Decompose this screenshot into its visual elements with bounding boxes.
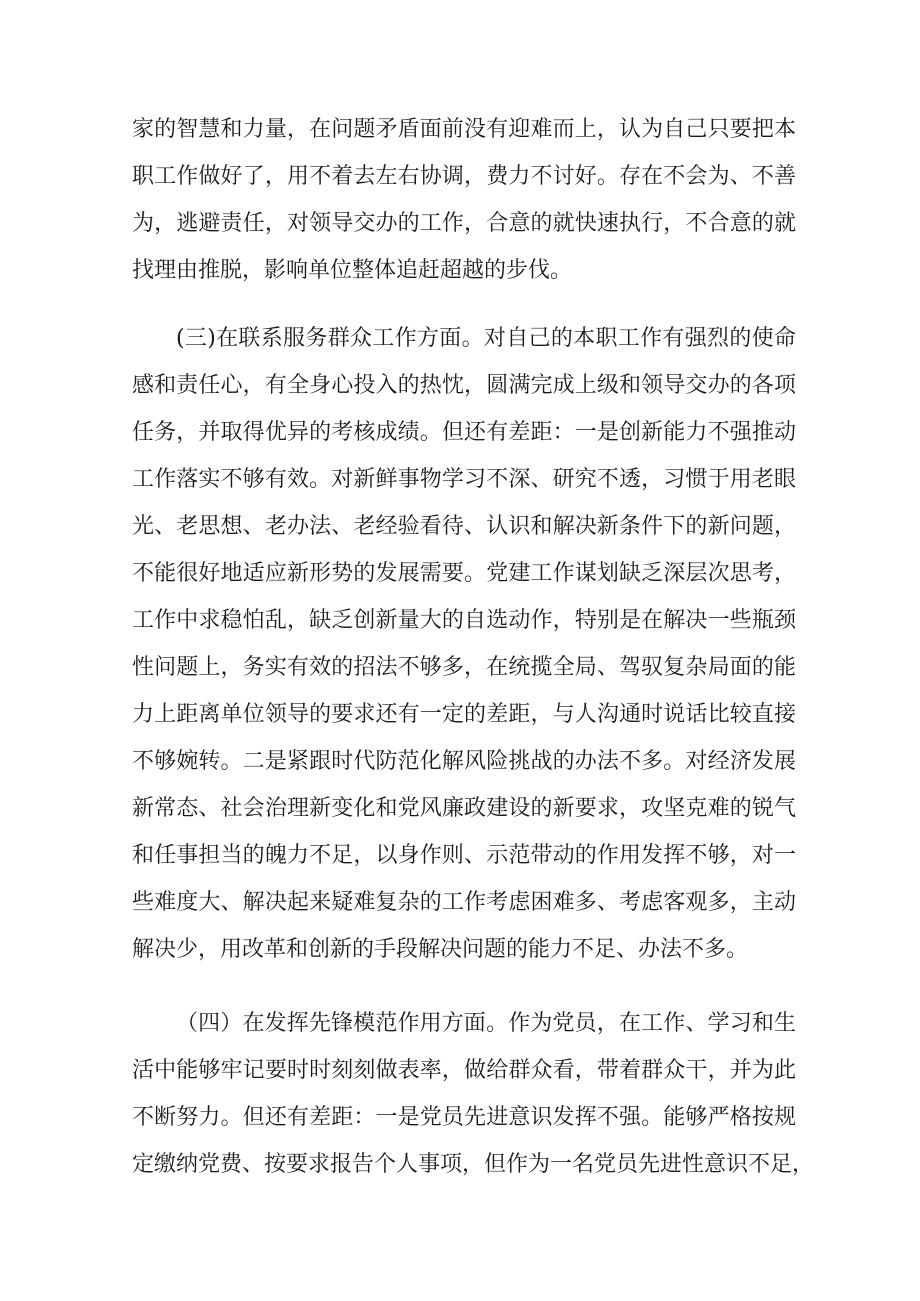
text-line: 任务，并取得优异的考核成绩。但还有差距：一是创新能力不强推动 xyxy=(132,420,796,445)
text-line: 工作落实不够有效。对新鲜事物学习不深、研究不透，习惯于用老眼 xyxy=(132,467,796,492)
text-line: 找理由推脱，影响单位整体追赶超越的步伐。 xyxy=(132,258,573,283)
text-line: 定缴纳党费、按要求报告个人事项，但作为一名党员先进性意识不足， xyxy=(132,1152,815,1177)
text-line: 工作中求稳怕乱，缺乏创新量大的自选动作，特别是在解决一些瓶颈 xyxy=(132,608,796,633)
text-line: 为，逃避责任，对领导交办的工作，合意的就快速执行，不合意的就 xyxy=(132,211,796,236)
paragraph-1 xyxy=(132,106,796,294)
text-line: 感和责任心，有全身心投入的热忱，圆满完成上级和领导交办的各项 xyxy=(132,373,796,398)
text-line: (三)在联系服务群众工作方面。对自己的本职工作有强烈的使命 xyxy=(176,326,796,351)
text-line: 不断努力。但还有差距：一是党员先进意识发挥不强。能够严格按规 xyxy=(132,1105,796,1130)
text-line: 不能很好地适应新形势的发展需要。党建工作谋划缺乏深层次思考， xyxy=(132,561,796,586)
text-line: 力上距离单位领导的要求还有一定的差距，与人沟通时说话比较直接 xyxy=(132,702,796,727)
text-line: 家的智慧和力量，在问题矛盾面前没有迎难而上，认为自己只要把本 xyxy=(132,117,796,142)
text-line: 职工作做好了，用不着去左右协调，费力不讨好。存在不会为、不善 xyxy=(132,164,796,189)
text-line: 和任事担当的魄力不足，以身作则、示范带动的作用发挥不够，对一 xyxy=(132,843,796,868)
text-line: （四）在发挥先锋模范作用方面。作为党员，在工作、学习和生 xyxy=(176,1011,796,1036)
text-line: 新常态、社会治理新变化和党风廉政建设的新要求，攻坚克难的锐气 xyxy=(132,796,796,821)
text-line: 活中能够牢记要时时刻刻做表率，做给群众看，带着群众干，并为此 xyxy=(132,1058,796,1083)
text-line: 不够婉转。二是紧跟时代防范化解风险挑战的办法不多。对经济发展 xyxy=(132,749,796,774)
text-line: 性问题上，务实有效的招法不够多，在统揽全局、驾驭复杂局面的能 xyxy=(132,655,796,680)
text-line: 些难度大、解决起来疑难复杂的工作考虑困难多、考虑客观多，主动 xyxy=(132,890,796,915)
paragraph-3 xyxy=(132,1000,815,1188)
text-line: 光、老思想、老办法、老经验看待、认识和解决新条件下的新问题， xyxy=(132,514,796,539)
text-line: 解决少，用改革和创新的手段解决问题的能力不足、办法不多。 xyxy=(132,937,749,962)
paragraph-2 xyxy=(132,315,796,973)
